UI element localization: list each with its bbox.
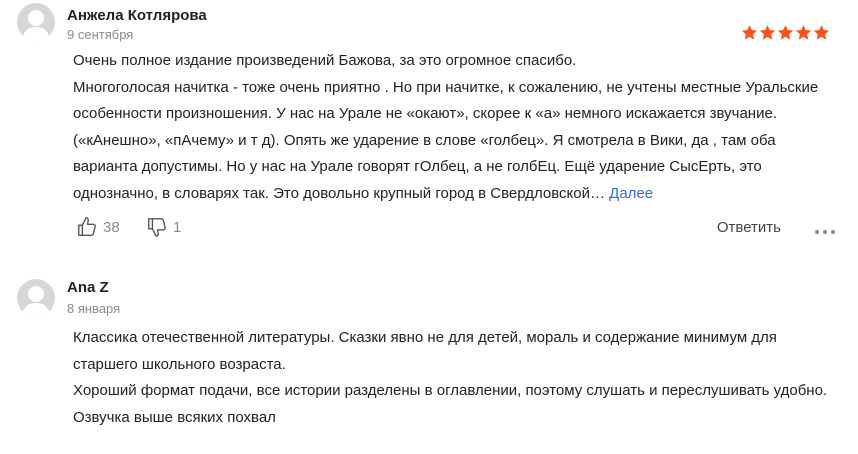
rating-stars: [741, 24, 830, 41]
review-actions: [76, 216, 836, 242]
like-button[interactable]: [76, 216, 120, 238]
like-count: 38: [103, 218, 120, 236]
avatar[interactable]: [17, 3, 55, 41]
review-paragraph: Классика отечественной литературы. Сказки явно не для детей, мораль и содержание минимум для старшего школьного возраста.: [73, 329, 777, 373]
more-menu-button[interactable]: [814, 222, 836, 240]
read-more-link[interactable]: Далее: [609, 184, 654, 202]
avatar[interactable]: [17, 279, 55, 317]
star-icon: [741, 24, 758, 41]
author-name[interactable]: Анжела Котлярова: [67, 7, 207, 24]
star-icon: [777, 24, 794, 41]
user-silhouette-icon: [17, 279, 55, 317]
more-dots-icon: [814, 229, 836, 235]
author-name[interactable]: Ana Z: [67, 279, 109, 296]
review-date: 9 сентября: [67, 27, 134, 42]
review-text: [73, 325, 833, 431]
review-paragraph: Озвучка выше всяких похвал: [73, 408, 276, 426]
star-icon: [759, 24, 776, 41]
review-date: 8 января: [67, 301, 121, 316]
star-icon: [813, 24, 830, 41]
review-card: [0, 272, 858, 454]
thumbs-down-icon: [146, 216, 168, 238]
star-icon: [795, 24, 812, 41]
review-paragraph: Многоголосая начитка - тоже очень приятно . Но при начитке, к сожалению, не учтены местные Уральские особенности произношения. У нас на Урале не «окают», скорее к «а» немного искажается звучание. («кАнешно», «пАчему» и т д). Опять же ударение в слове «голбец». Я смотрела в Вики, да , там оба варианта допустимы. Но у нас на Урале говорят гОлбец, а не голбЕц. Ещё ударение СысЕрть, это однозначно, в словарях так. Это довольно крупный город в Свердловской… Далее: [73, 78, 819, 202]
review-paragraph: Очень полное издание произведений Бажова, за это огромное спасибо.: [73, 52, 577, 69]
dislike-button[interactable]: [146, 216, 181, 238]
user-silhouette-icon: [17, 3, 55, 41]
dislike-count: 1: [173, 218, 182, 236]
review-text: [73, 48, 835, 207]
review-paragraph: Хороший формат подачи, все истории разделены в оглавлении, поэтому слушать и переслушивать удобно.: [73, 382, 828, 399]
reply-button[interactable]: Ответить: [716, 219, 781, 236]
thumbs-up-icon: [76, 216, 98, 238]
